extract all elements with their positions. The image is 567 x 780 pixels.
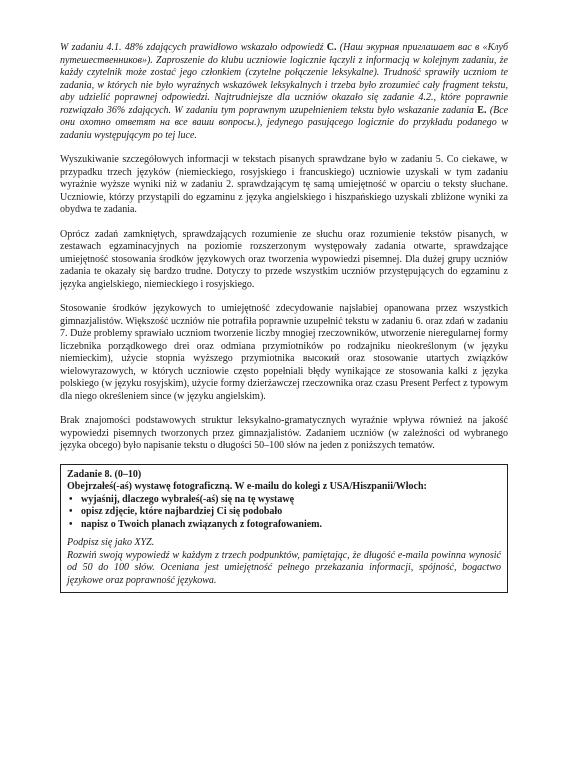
intro-text-2: (Наш экурная приглашает вас в «Клуб путешественников»). Zaproszenie do klubu uczniowie logicznie łączyli z informacją w kolejnym zadaniu, że każdy czytelnik może zostać jego członkiem (czytelne połączenie leksykalne). Trudność sprawiły uczniom te zadania, w których nie było wyraźnych wskazówek leksykalnych i trzeba było zrozumieć cały fragment tekstu, aby udzielić poprawnej odpowiedzi. Najtrudniejsze dla uczniów okazało się zadanie 4.2., które poprawnie rozwiązało 36% zdających. W zadaniu tym poprawnym uzupełnieniem tekstu było wskazanie zadania bbox=[60, 42, 508, 116]
task-bullet: • wyjaśnij, dlaczego wybrałeś(-aś) się na tę wystawę bbox=[81, 494, 501, 507]
task-bullet: • napisz o Twoich planach związanych z fotografowaniem. bbox=[81, 519, 501, 532]
document-page bbox=[60, 42, 508, 593]
intro-paragraph bbox=[60, 42, 508, 142]
task-box bbox=[60, 464, 508, 594]
paragraph-reading-search: Wyszukiwanie szczegółowych informacji w tekstach pisanych sprawdzane było w zadaniu 5. Co ciekawe, w przypadku trzech języków (niemieckiego, rosyjskiego i francuskiego) uczniowie uzyskali w tym zadaniu wyraźnie wyższe wyniki niż w zadaniu 2. sprawdzającym tę samą umiejętność w oparciu o teksty słuchane. Uczniowie, którzy przystąpili do egzaminu z języka angielskiego i hiszpańskiego uzyskali zbliżone wyniki za obydwa te zadania. bbox=[60, 154, 508, 215]
paragraph-open-tasks: Oprócz zadań zamkniętych, sprawdzających rozumienie ze słuchu oraz rozumienie tekstów pisanych, w zestawach egzaminacyjnych na poziomie rozszerzonym występowały zadania otwarte, sprawdzające umiejętność stosowania środków językowych oraz tworzenia wypowiedzi pisemnej. Dla dużej grupy uczniów zadania te okazały się bardzo trudne. Dotyczy to przede wszystkim uczniów przystępujących do egzaminu z języka angielskiego, niemieckiego i rosyjskiego. bbox=[60, 228, 508, 290]
answer-letter-e: E. bbox=[477, 104, 487, 116]
answer-letter-c: C. bbox=[326, 42, 337, 53]
paragraph-writing: Brak znajomości podstawowych struktur leksykalno-gramatycznych wyraźnie wpływa również na jakość wypowiedzi pisemnych tworzonych przez gimnazjalistów. Zadaniem uczniów (w zależności od wybranego języka obcego) było napisanie tekstu o długości 50–100 słów na jeden z poniższych tematów. bbox=[60, 415, 508, 451]
intro-text-1: W zadaniu 4.1. 48% zdających prawidłowo wskazało odpowiedź bbox=[60, 42, 327, 53]
task-bullet: • opisz zdjęcie, które najbardziej Ci się podobało bbox=[81, 506, 501, 519]
task-instructions: Rozwiń swoją wypowiedź w każdym z trzech podpunktów, pamiętając, że długość e-maila powinna wynosić od 50 do 100 słów. Oceniana jest umiejętność pełnego przekazania informacji, spójność, bogactwo językowe oraz poprawność językowa. bbox=[67, 549, 501, 586]
task-title: Zadanie 8. (0–10) bbox=[67, 468, 142, 480]
sign-instruction: Podpisz się jako XYZ. bbox=[67, 537, 155, 548]
task-prompt: Obejrzałeś(-aś) wystawę fotograficzną. W e-mailu do kolegi z USA/Hiszpanii/Włoch: bbox=[67, 481, 427, 492]
intro-text-3: (Все они охотно ответят на все ваши вопросы.), jedynego pasującego logicznie do przykładu podanego w zadaniu występującym po tej luce. bbox=[60, 104, 509, 141]
paragraph-language-means: Stosowanie środków językowych to umiejętność zdecydowanie najsłabiej opanowana przez wszystkich gimnazjalistów. Większość uczniów nie potrafiła poprawnie uzupełnić tekstu w zadaniu 6. oraz zdań w zadaniu 7. Duże problemy sprawiało uczniom tworzenie liczby mnogiej rzeczowników, utworzenie nieregularnej formy liczebnika porządkowego drei oraz odmiana przymiotników po rodzajniku nieokreślonym (w języku niemieckim), użycie stopnia wyższego przymiotnika высокий oraz stosowanie utartych związków wielowyrazowych, w których uczniowie często popełniali błędy wynikające ze stosowania kalki z języka polskiego (w języku rosyjskim), użycie formy dzierżawczej rzeczownika oraz czasu Present Perfect z typowym dla niego określeniem since (w języku angielskim). bbox=[60, 303, 508, 402]
task-bullet-list bbox=[67, 494, 501, 532]
